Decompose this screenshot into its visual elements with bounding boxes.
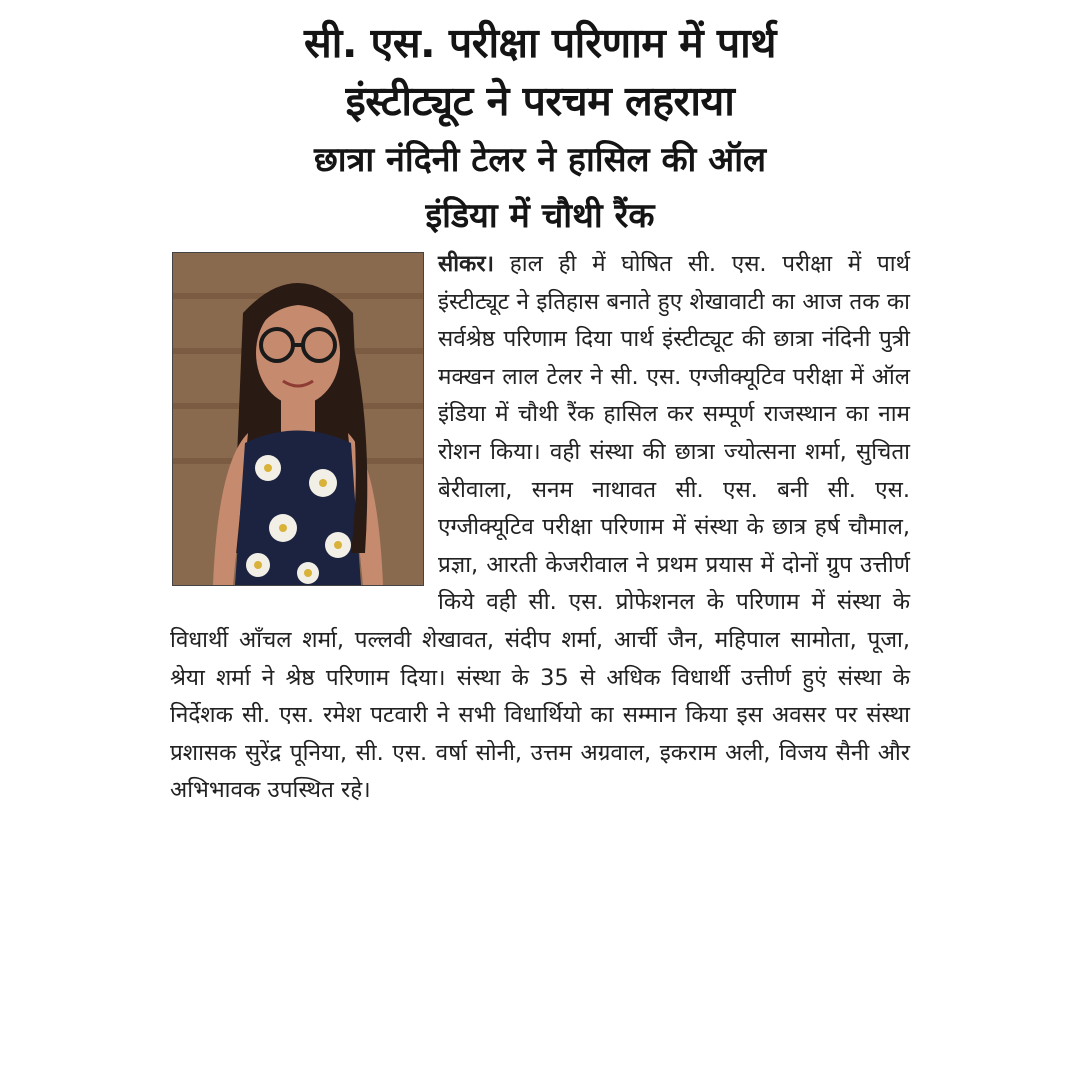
article-body: [170, 246, 910, 810]
subheadline-line-2: इंडिया में चौथी रैंक: [425, 196, 655, 236]
news-clipping: [170, 14, 910, 1070]
headline: [170, 14, 910, 130]
subheadline-line-1: छात्रा नंदिनी टेलर ने हासिल की ऑल: [313, 140, 767, 180]
article-text: हाल ही में घोषित सी. एस. परीक्षा में पार्थ इंस्टीट्यूट ने इतिहास बनाते हुए शेखावाटी का आज तक का सर्वश्रेष्ठ परिणाम दिया पार्थ इंस्टीट्यूट की छात्रा नंदिनी पुत्री मक्खन लाल टेलर ने सी. एस. एग्जीक्यूटिव परीक्षा में ऑल इंडिया में चौथी रैंक हासिल कर सम्पूर्ण राजस्थान का नाम रोशन किया। वही संस्था की छात्रा ज्योत्सना शर्मा, सुचिता बेरीवाला, सनम नाथावत सी. एस. बनी सी. एस. एग्जीक्यूटिव परीक्षा परिणाम में संस्था के छात्र हर्ष चौमाल, प्रज्ञा, आरती केजरीवाल ने प्रथम प्रयास में दोनों ग्रुप उत्तीर्ण किये वही सी. एस. प्रोफेशनल के परिणाम में संस्था के विधार्थी आँचल शर्मा, पल्लवी शेखावत, संदीप शर्मा, आर्ची जैन, महिपाल सामोता, पूजा, श्रेया शर्मा ने श्रेष्ठ परिणाम दिया। संस्था के 35 से अधिक विधार्थी उत्तीर्ण हुएं संस्था के निर्देशक सी. एस. रमेश पटवारी ने सभी विधार्थियो का सम्मान किया इस अवसर पर संस्था प्रशासक सुरेंद्र पूनिया, सी. एस. वर्षा सोनी, उत्तम अग्रवाल, इकराम अली, विजय सैनी और अभिभावक उपस्थित रहे।: [170, 251, 910, 804]
portrait-image: [173, 253, 423, 585]
dateline: सीकर।: [438, 251, 495, 277]
student-photo: [172, 252, 424, 586]
headline-line-2: इंस्टीट्यूट ने परचम लहराया: [345, 77, 735, 125]
subheadline: [170, 132, 910, 244]
headline-line-1: सी. एस. परीक्षा परिणाम में पार्थ: [303, 19, 776, 67]
